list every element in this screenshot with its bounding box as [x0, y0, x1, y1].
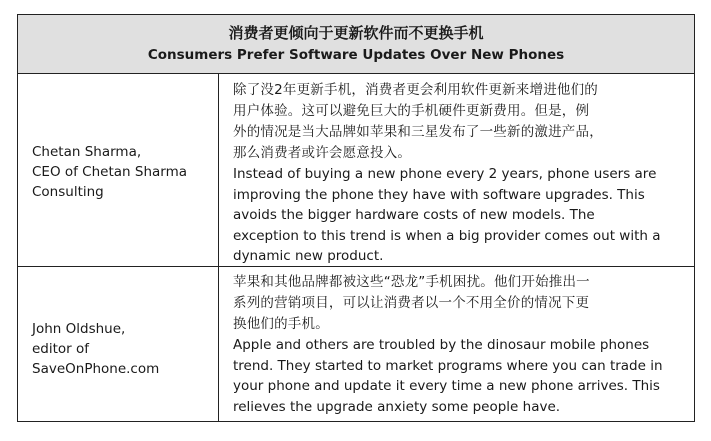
quote-cell: [233, 80, 688, 267]
quote-line-en: relieves the upgrade anxiety some people have.: [233, 398, 561, 415]
person-cell: [32, 142, 212, 202]
person-title: editor of: [32, 341, 90, 357]
quote-line-en: Instead of buying a new phone every 2 years, phone users are: [233, 166, 657, 182]
table-row: [18, 267, 694, 421]
quote-line-zh: 系列的营销项目，可以让消费者以一个不用全价的情况下更: [233, 295, 590, 311]
title-english: Consumers Prefer Software Updates Over New Phones: [147, 47, 565, 63]
comparison-table: [17, 14, 695, 422]
quote-cell: [233, 272, 688, 417]
table-row: [18, 74, 694, 267]
quote-line-zh: 用户体验。这可以避免巨大的手机硬件更新费用。但是，例: [233, 103, 590, 119]
person-title: CEO of Chetan Sharma: [32, 164, 188, 180]
person-name: Chetan Sharma,: [32, 144, 142, 160]
quote-line-en: your phone and update it every time a new phone arrives. This: [233, 378, 660, 394]
quote-line-zh: 外的情况是当大品牌如苹果和三星发布了一些新的激进产品，: [233, 124, 603, 140]
quote-line-en: dynamic new product.: [233, 248, 384, 264]
quote-line-en: trend. They started to market programs where you can trade in: [233, 357, 663, 374]
quote-line-en: Apple and others are troubled by the dinosaur mobile phones: [233, 337, 650, 353]
person-cell: [32, 319, 212, 379]
quote-line-en: improving the phone they have with software upgrades. This: [233, 186, 645, 203]
person-company: Consulting: [32, 184, 104, 200]
column-divider: [218, 267, 219, 421]
quote-line-zh: 除了没2年更新手机，消费者更会利用软件更新来增进他们的: [233, 82, 598, 98]
person-name: John Oldshue,: [32, 321, 126, 337]
quote-line-zh: 苹果和其他品牌都被这些“恐龙”手机困扰。他们开始推出一: [233, 274, 590, 290]
quote-line-zh: 那么消费者或许会愿意投入。: [233, 145, 412, 161]
table-header: [18, 15, 694, 74]
quote-line-zh: 换他们的手机。: [233, 316, 329, 332]
column-divider: [218, 74, 219, 266]
quote-line-en: exception to this trend is when a big provider comes out with a: [233, 227, 661, 244]
title-chinese: 消费者更倾向于更新软件而不更换手机: [228, 24, 484, 42]
quote-line-en: avoids the bigger hardware costs of new models. The: [233, 207, 595, 223]
person-company: SaveOnPhone.com: [32, 361, 160, 377]
